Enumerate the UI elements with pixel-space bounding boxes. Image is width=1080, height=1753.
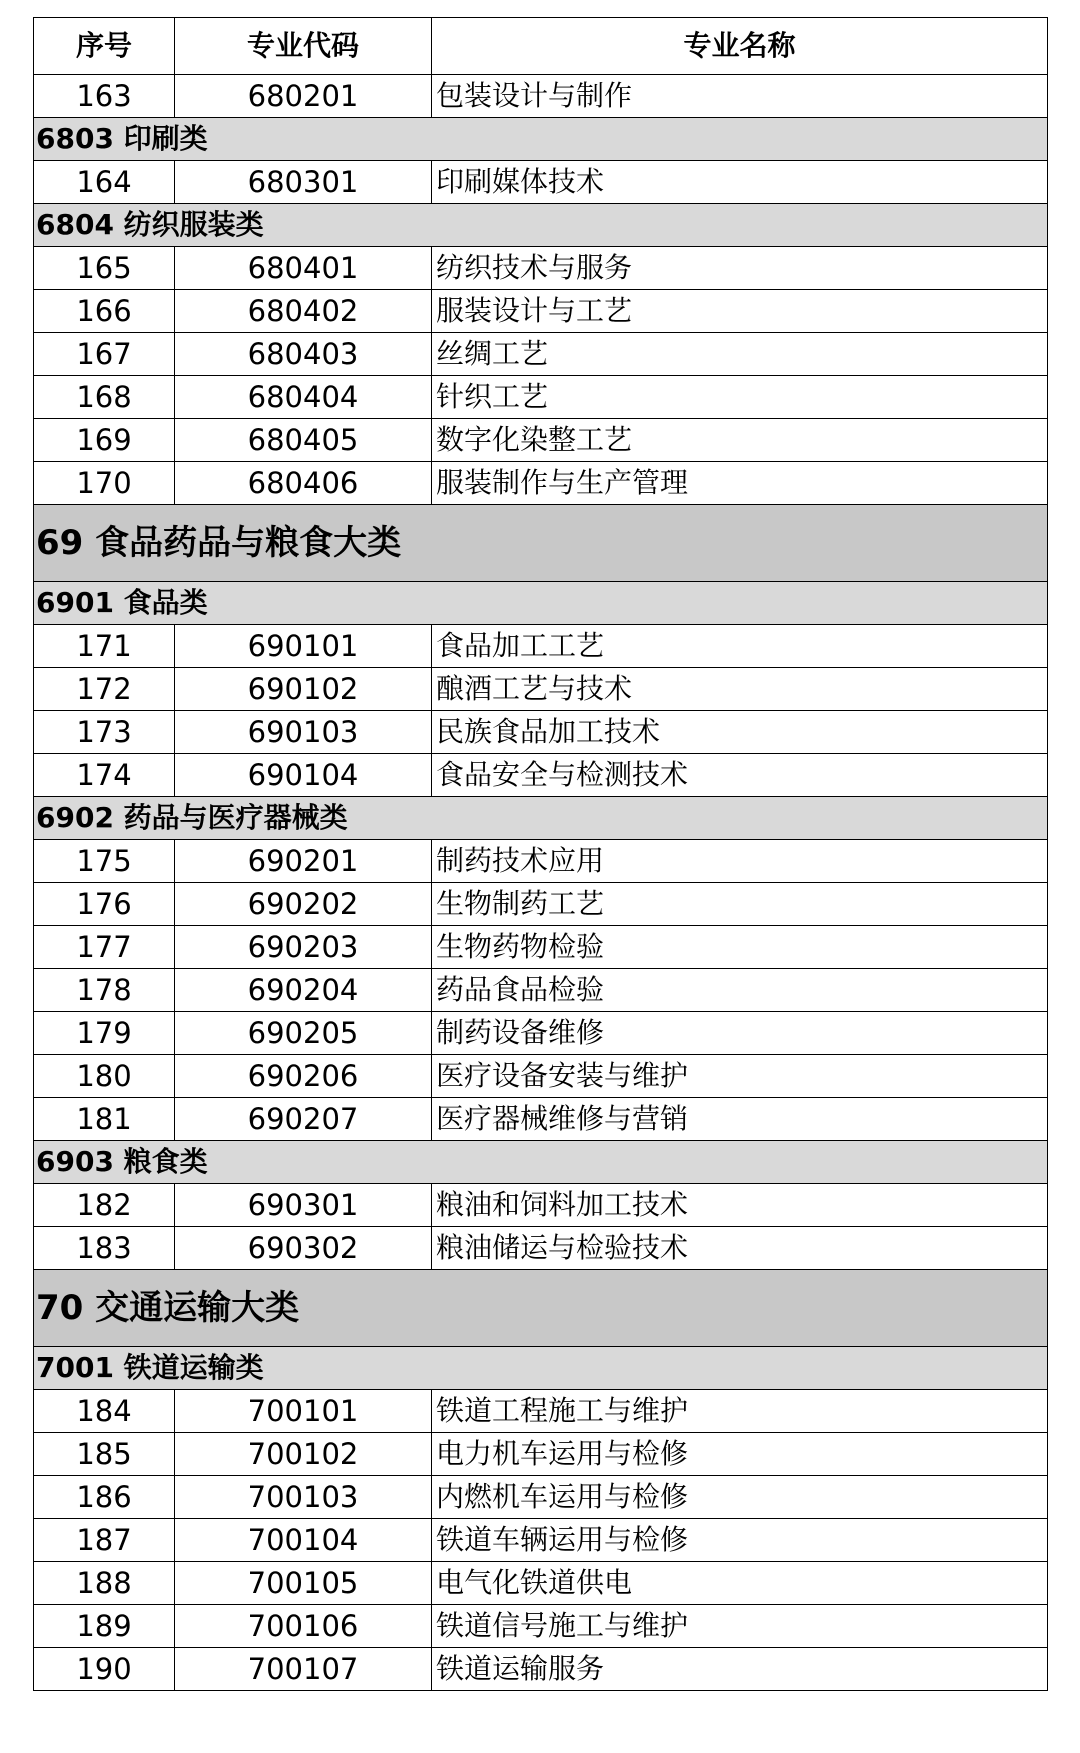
subcategory-row [34, 1347, 1048, 1390]
seq-cell: 170 [34, 462, 175, 505]
name-cell: 数字化染整工艺 [432, 419, 1048, 462]
table-row [34, 1098, 1048, 1141]
seq-cell: 172 [34, 668, 175, 711]
table-row [34, 75, 1048, 118]
subcategory-row [34, 582, 1048, 625]
code-cell: 690104 [175, 754, 432, 797]
name-cell: 服装制作与生产管理 [432, 462, 1048, 505]
subcategory-label: 6903 粮食类 [34, 1141, 1048, 1184]
name-cell: 电力机车运用与检修 [432, 1433, 1048, 1476]
name-cell: 药品食品检验 [432, 969, 1048, 1012]
code-cell: 690103 [175, 711, 432, 754]
seq-cell: 176 [34, 883, 175, 926]
name-cell: 印刷媒体技术 [432, 161, 1048, 204]
seq-cell: 188 [34, 1562, 175, 1605]
code-cell: 680301 [175, 161, 432, 204]
table-row [34, 969, 1048, 1012]
table-row [34, 376, 1048, 419]
table-row [34, 462, 1048, 505]
seq-cell: 184 [34, 1390, 175, 1433]
name-cell: 包装设计与制作 [432, 75, 1048, 118]
name-cell: 粮油储运与检验技术 [432, 1227, 1048, 1270]
seq-cell: 179 [34, 1012, 175, 1055]
name-cell: 酿酒工艺与技术 [432, 668, 1048, 711]
table-row [34, 625, 1048, 668]
name-cell: 铁道运输服务 [432, 1648, 1048, 1691]
name-cell: 铁道车辆运用与检修 [432, 1519, 1048, 1562]
table-row [34, 1012, 1048, 1055]
table-row [34, 161, 1048, 204]
table-row [34, 926, 1048, 969]
name-cell: 电气化铁道供电 [432, 1562, 1048, 1605]
code-cell: 690301 [175, 1184, 432, 1227]
seq-cell: 186 [34, 1476, 175, 1519]
table-row [34, 754, 1048, 797]
code-cell: 680404 [175, 376, 432, 419]
major-catalog-table-container [33, 17, 1047, 1691]
table-row [34, 1476, 1048, 1519]
table-row [34, 333, 1048, 376]
table-row [34, 247, 1048, 290]
table-row [34, 1519, 1048, 1562]
code-cell: 690102 [175, 668, 432, 711]
seq-cell: 189 [34, 1605, 175, 1648]
table-header [34, 18, 1048, 75]
subcategory-row [34, 204, 1048, 247]
name-cell: 生物制药工艺 [432, 883, 1048, 926]
code-cell: 690302 [175, 1227, 432, 1270]
table-row [34, 1390, 1048, 1433]
table-body [34, 75, 1048, 1691]
header-seq: 序号 [34, 18, 175, 75]
major-catalog-table [33, 17, 1048, 1691]
header-row [34, 18, 1048, 75]
name-cell: 民族食品加工技术 [432, 711, 1048, 754]
name-cell: 食品加工工艺 [432, 625, 1048, 668]
table-row [34, 1562, 1048, 1605]
code-cell: 690207 [175, 1098, 432, 1141]
table-row [34, 883, 1048, 926]
code-cell: 700106 [175, 1605, 432, 1648]
seq-cell: 182 [34, 1184, 175, 1227]
seq-cell: 163 [34, 75, 175, 118]
table-row [34, 1184, 1048, 1227]
name-cell: 针织工艺 [432, 376, 1048, 419]
code-cell: 690204 [175, 969, 432, 1012]
name-cell: 服装设计与工艺 [432, 290, 1048, 333]
table-row [34, 1605, 1048, 1648]
name-cell: 丝绸工艺 [432, 333, 1048, 376]
seq-cell: 178 [34, 969, 175, 1012]
code-cell: 690201 [175, 840, 432, 883]
table-row [34, 290, 1048, 333]
name-cell: 制药设备维修 [432, 1012, 1048, 1055]
name-cell: 医疗设备安装与维护 [432, 1055, 1048, 1098]
seq-cell: 171 [34, 625, 175, 668]
major-category-row [34, 505, 1048, 582]
name-cell: 内燃机车运用与检修 [432, 1476, 1048, 1519]
seq-cell: 183 [34, 1227, 175, 1270]
seq-cell: 167 [34, 333, 175, 376]
major-category-label: 69 食品药品与粮食大类 [34, 505, 1048, 582]
subcategory-label: 6804 纺织服装类 [34, 204, 1048, 247]
table-row [34, 419, 1048, 462]
code-cell: 690206 [175, 1055, 432, 1098]
code-cell: 680406 [175, 462, 432, 505]
code-cell: 700103 [175, 1476, 432, 1519]
table-row [34, 1055, 1048, 1098]
name-cell: 生物药物检验 [432, 926, 1048, 969]
code-cell: 700101 [175, 1390, 432, 1433]
table-row [34, 840, 1048, 883]
code-cell: 700102 [175, 1433, 432, 1476]
seq-cell: 164 [34, 161, 175, 204]
code-cell: 680401 [175, 247, 432, 290]
code-cell: 690101 [175, 625, 432, 668]
code-cell: 690205 [175, 1012, 432, 1055]
subcategory-row [34, 1141, 1048, 1184]
code-cell: 700105 [175, 1562, 432, 1605]
subcategory-label: 6803 印刷类 [34, 118, 1048, 161]
name-cell: 粮油和饲料加工技术 [432, 1184, 1048, 1227]
seq-cell: 185 [34, 1433, 175, 1476]
name-cell: 纺织技术与服务 [432, 247, 1048, 290]
subcategory-label: 6902 药品与医疗器械类 [34, 797, 1048, 840]
subcategory-label: 6901 食品类 [34, 582, 1048, 625]
seq-cell: 175 [34, 840, 175, 883]
table-row [34, 668, 1048, 711]
code-cell: 680405 [175, 419, 432, 462]
major-category-row [34, 1270, 1048, 1347]
code-cell: 700107 [175, 1648, 432, 1691]
seq-cell: 177 [34, 926, 175, 969]
seq-cell: 181 [34, 1098, 175, 1141]
header-name: 专业名称 [432, 18, 1048, 75]
subcategory-row [34, 797, 1048, 840]
code-cell: 680402 [175, 290, 432, 333]
seq-cell: 187 [34, 1519, 175, 1562]
seq-cell: 166 [34, 290, 175, 333]
name-cell: 铁道工程施工与维护 [432, 1390, 1048, 1433]
major-category-label: 70 交通运输大类 [34, 1270, 1048, 1347]
code-cell: 680201 [175, 75, 432, 118]
seq-cell: 169 [34, 419, 175, 462]
table-row [34, 1227, 1048, 1270]
seq-cell: 190 [34, 1648, 175, 1691]
code-cell: 690203 [175, 926, 432, 969]
code-cell: 690202 [175, 883, 432, 926]
name-cell: 制药技术应用 [432, 840, 1048, 883]
header-code: 专业代码 [175, 18, 432, 75]
subcategory-label: 7001 铁道运输类 [34, 1347, 1048, 1390]
subcategory-row [34, 118, 1048, 161]
seq-cell: 173 [34, 711, 175, 754]
table-row [34, 1433, 1048, 1476]
seq-cell: 165 [34, 247, 175, 290]
seq-cell: 180 [34, 1055, 175, 1098]
table-row [34, 1648, 1048, 1691]
name-cell: 铁道信号施工与维护 [432, 1605, 1048, 1648]
table-row [34, 711, 1048, 754]
code-cell: 680403 [175, 333, 432, 376]
seq-cell: 168 [34, 376, 175, 419]
code-cell: 700104 [175, 1519, 432, 1562]
name-cell: 食品安全与检测技术 [432, 754, 1048, 797]
name-cell: 医疗器械维修与营销 [432, 1098, 1048, 1141]
seq-cell: 174 [34, 754, 175, 797]
